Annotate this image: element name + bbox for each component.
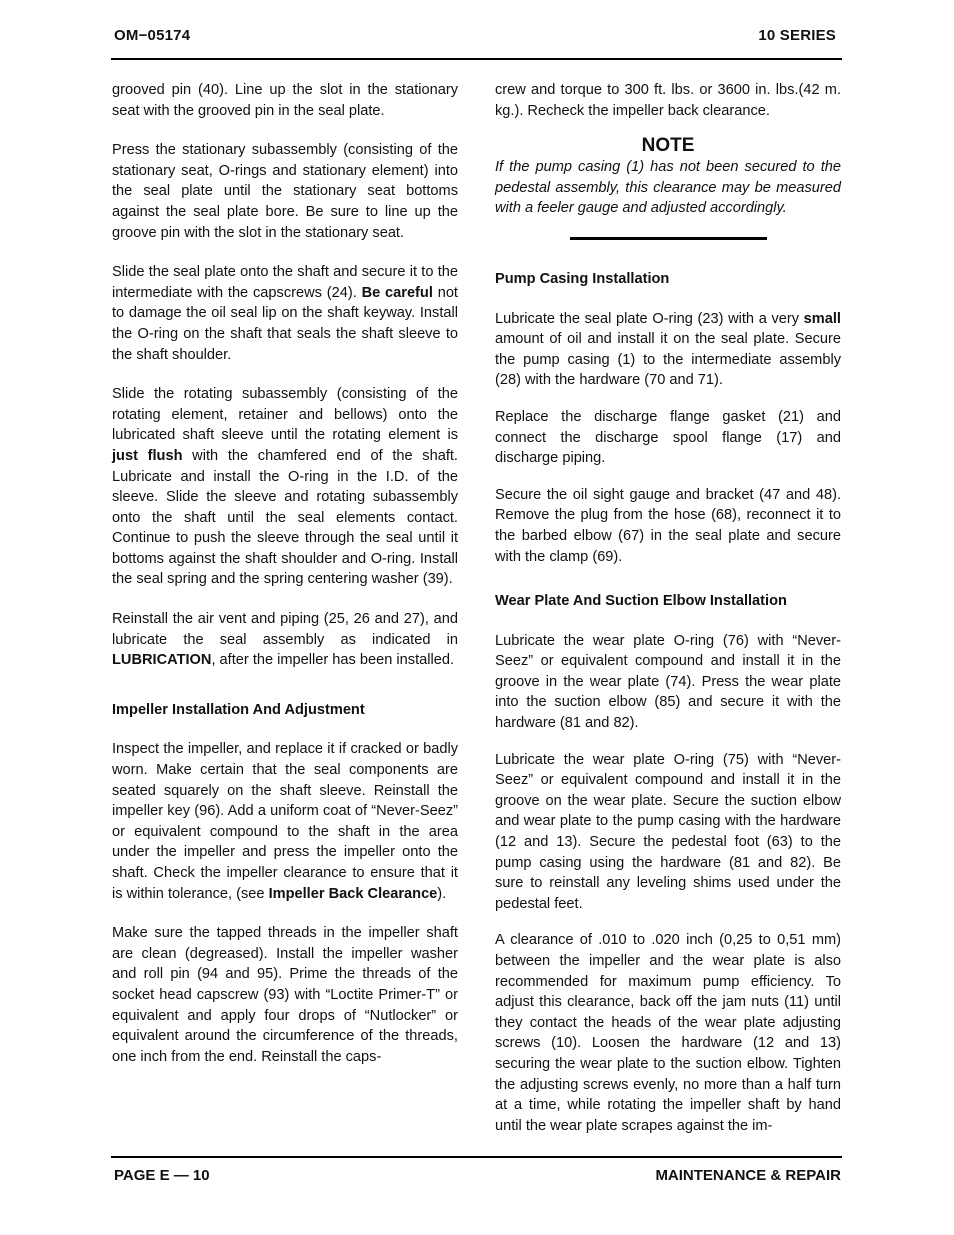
- paragraph: A clearance of .010 to .020 inch (0,25 to 0,51 mm) between the impeller and the wear plate is also recommended for maximum pump efficiency. To adjust this clearance, back off the jam nuts (11) until they contact the heads of the wear plate adjusting screws (10). Loosen the hardware (12 and 13) securing the wear plate to the suction elbow. Tighten the adjusting screws evenly, no more than a half turn at a time, while rotating the impeller shaft by hand until the wear plate scrapes against the im-: [495, 932, 841, 1134]
- emphasis: small: [803, 310, 841, 327]
- paragraph: crew and torque to 300 ft. lbs. or 3600 in. lbs.(42 m. kg.). Recheck the impeller back clearance.: [495, 82, 841, 119]
- paragraph: grooved pin (40). Line up the slot in the stationary seat with the grooved pin in the seal plate.: [112, 82, 458, 119]
- right-column: [495, 80, 841, 1136]
- section-heading: Wear Plate And Suction Elbow Installation: [495, 593, 787, 610]
- paragraph: Slide the seal plate onto the shaft and secure it to the intermediate with the capscrews (24). Be careful not to damage the oil seal lip on the shaft keyway. Install the O-ring on the shaft that seals the shaft sleeve to the shaft shoulder.: [112, 264, 458, 363]
- paragraph: Make sure the tapped threads in the impeller shaft are clean (degreased). Install the impeller washer and roll pin (94 and 95). Prime the threads of the socket head capscrew (93) with “Loctite Primer-T” or equivalent and apply four drops of “Nutlocker” or equivalent around the circumference of the threads, one inch from the end. Reinstall the caps-: [112, 925, 458, 1065]
- section-reference: LUBRICATION: [112, 652, 212, 669]
- paragraph: Replace the discharge flange gasket (21) and connect the discharge spool flange (17) and discharge piping.: [495, 408, 841, 467]
- emphasis: just flush: [112, 447, 183, 464]
- paragraph: Inspect the impeller, and replace it if cracked or badly worn. Make certain that the seal components are seated squarely on the shaft sleeve. Reinstall the impeller key (96). Add a uniform coat of “Never-Seez” or equivalent compound to the shaft in the area under the impeller and press the impeller onto the shaft. Check the impeller clearance to ensure that it is within tolerance, (see Impeller Back Clearance).: [112, 741, 458, 902]
- section-reference: Impeller Back Clearance: [268, 885, 438, 902]
- page-number: PAGE E — 10: [114, 1167, 210, 1184]
- note-divider: [570, 237, 767, 240]
- emphasis: Be careful: [361, 284, 433, 301]
- section-heading: Impeller Installation And Adjustment: [112, 701, 365, 718]
- paragraph: Slide the rotating subassembly (consisting of the rotating element, retainer and bellows) onto the lubricated shaft sleeve until the rotating element is just flush with the chamfered end of the shaft. Lubricate and install the O-ring in the I.D. of the sleeve. Slide the sleeve and rotating subassembly onto the shaft until the seal elements contact. Continue to push the sleeve through the seal until it bottoms against the shaft shoulder and O-ring. Install the seal spring and the spring centering washer (39).: [112, 386, 458, 588]
- left-column: [112, 80, 458, 1067]
- document-number: OM−05174: [114, 27, 191, 44]
- paragraph: Secure the oil sight gauge and bracket (47 and 48). Remove the plug from the hose (68), reconnect it to the barbed elbow (67) in the seal plate and secure with the clamp (69).: [495, 486, 841, 565]
- paragraph: Lubricate the seal plate O-ring (23) with a very small amount of oil and install it on the seal plate. Secure the pump casing (1) to the intermediate assembly (28) with the hardware (70 and 71).: [495, 310, 841, 389]
- paragraph: Lubricate the wear plate O-ring (76) with “Never-Seez” or equivalent compound and install it in the groove in the wear plate (74). Press the wear plate into the suction elbow (85) and secure it with the hardware (81 and 82).: [495, 632, 841, 732]
- header-rule: [111, 58, 842, 60]
- footer-rule: [111, 1156, 842, 1158]
- series-label: 10 SERIES: [758, 27, 836, 44]
- paragraph: Lubricate the wear plate O-ring (75) with “Never-Seez” or equivalent compound and install it in the groove on the wear plate. Secure the suction elbow and wear plate to the pump casing with the hardware (12 and 13). Secure the pedestal foot (63) to the pump casing using the hardware (81 and 82). Be sure to reinstall any leveling shims used under the pedestal feet.: [495, 751, 841, 912]
- paragraph: Press the stationary subassembly (consisting of the stationary seat, O-rings and stationary element) into the seal plate until the stationary seat bottoms against the seal plate bore. Be sure to line up the groove pin with the slot in the stationary seat.: [112, 142, 458, 241]
- note-text: If the pump casing (1) has not been secured to the pedestal assembly, this clearance may be measured with a feeler gauge and adjusted accordingly.: [495, 159, 841, 217]
- section-heading: Pump Casing Installation: [495, 270, 670, 287]
- section-label: MAINTENANCE & REPAIR: [655, 1167, 841, 1184]
- note-title: NOTE: [641, 135, 695, 157]
- paragraph: Reinstall the air vent and piping (25, 26 and 27), and lubricate the seal assembly as indicated in LUBRICATION, after the impeller has been installed.: [112, 611, 458, 669]
